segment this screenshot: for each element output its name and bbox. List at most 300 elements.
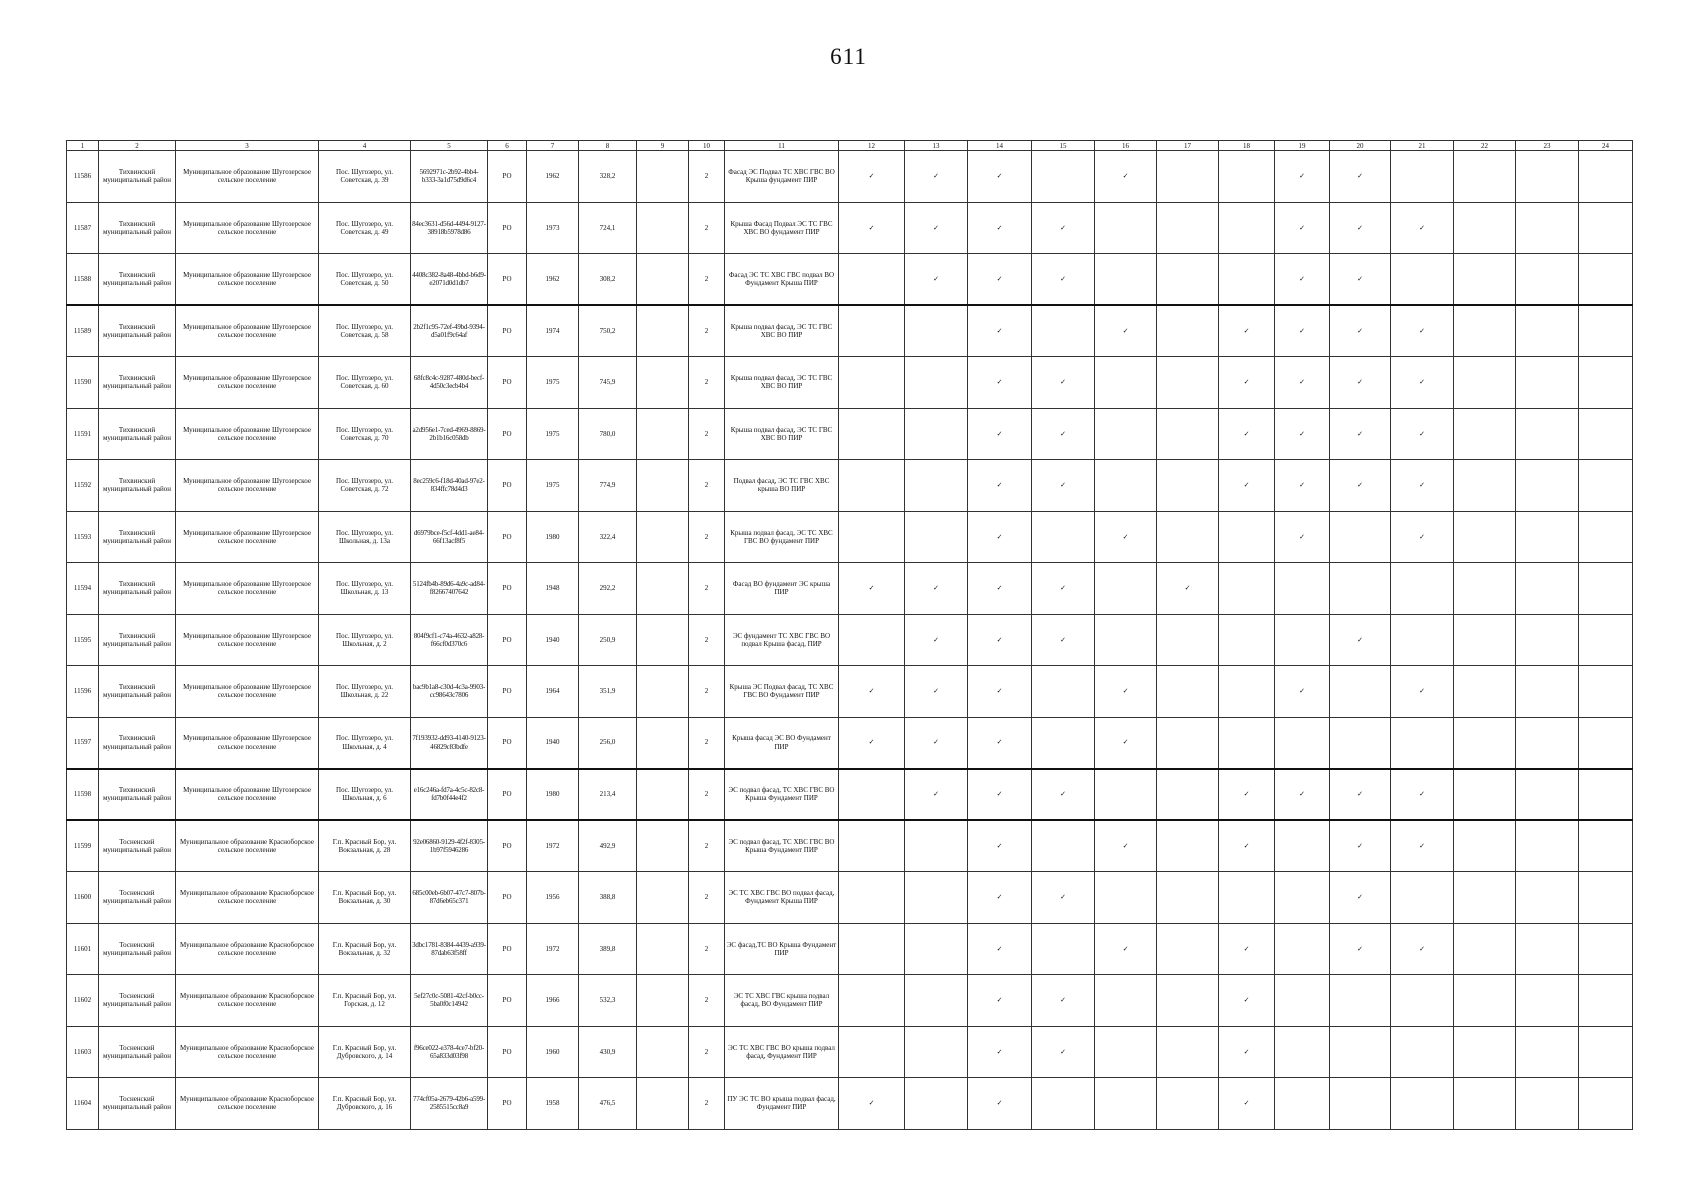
house-code-cell: 685c00eb-6b07-47c7-807b-87d6eb65c371: [411, 872, 488, 924]
year-cell: 1962: [527, 254, 579, 306]
year-cell: 1964: [527, 666, 579, 718]
empty-cell: [905, 1078, 968, 1130]
empty-cell: [1219, 872, 1275, 924]
empty-cell: [1157, 923, 1219, 975]
year-cell: 1948: [527, 563, 579, 615]
address-cell: Пос. Шугозеро, ул. Советская, д. 70: [319, 408, 411, 460]
empty-cell: [1454, 202, 1516, 254]
empty-cell: [1516, 563, 1579, 615]
empty-cell: [1032, 923, 1095, 975]
area-cell: 745,9: [579, 357, 637, 409]
check-mark-icon: ✓: [1095, 511, 1157, 563]
check-mark-icon: ✓: [1330, 460, 1391, 512]
column-9-cell: [637, 923, 689, 975]
row-number: 11603: [67, 1026, 99, 1078]
area-cell: 250,9: [579, 614, 637, 666]
empty-cell: [1516, 614, 1579, 666]
column-9-cell: [637, 305, 689, 357]
year-cell: 1974: [527, 305, 579, 357]
empty-cell: [1275, 563, 1330, 615]
column-header-3: 3: [176, 141, 319, 151]
district-cell: Тосненский муниципальный район: [99, 1078, 176, 1130]
row-number: 11591: [67, 408, 99, 460]
row-number: 11589: [67, 305, 99, 357]
table-row: [67, 511, 1633, 563]
check-mark-icon: ✓: [1219, 305, 1275, 357]
column-header-6: 6: [488, 141, 527, 151]
address-cell: Пос. Шугозеро, ул. Школьная, д. 13: [319, 563, 411, 615]
address-cell: Г.п. Красный Бор, ул. Вокзальная, д. 30: [319, 872, 411, 924]
row-number: 11597: [67, 717, 99, 769]
column-9-cell: [637, 563, 689, 615]
type-cell: РО: [488, 563, 527, 615]
check-mark-icon: ✓: [905, 202, 968, 254]
empty-cell: [1516, 820, 1579, 872]
check-mark-icon: ✓: [1330, 202, 1391, 254]
empty-cell: [905, 923, 968, 975]
area-cell: 532,3: [579, 975, 637, 1027]
column-10-cell: 2: [689, 769, 725, 821]
type-cell: РО: [488, 1026, 527, 1078]
empty-cell: [1275, 820, 1330, 872]
empty-cell: [1095, 460, 1157, 512]
column-10-cell: 2: [689, 305, 725, 357]
column-10-cell: 2: [689, 254, 725, 306]
empty-cell: [1095, 254, 1157, 306]
check-mark-icon: ✓: [1391, 357, 1454, 409]
empty-cell: [1516, 666, 1579, 718]
house-code-cell: 5124fb4b-89d6-4a9c-ad84-f82667407642: [411, 563, 488, 615]
check-mark-icon: ✓: [1219, 820, 1275, 872]
address-cell: Г.п. Красный Бор, ул. Вокзальная, д. 32: [319, 923, 411, 975]
check-mark-icon: ✓: [905, 666, 968, 718]
column-10-cell: 2: [689, 717, 725, 769]
address-cell: Пос. Шугозеро, ул. Школьная, д. 22: [319, 666, 411, 718]
empty-cell: [839, 769, 905, 821]
empty-cell: [1579, 305, 1633, 357]
empty-cell: [1579, 1078, 1633, 1130]
year-cell: 1958: [527, 1078, 579, 1130]
row-number: 11587: [67, 202, 99, 254]
address-cell: Г.п. Красный Бор, ул. Горская, д. 12: [319, 975, 411, 1027]
empty-cell: [1579, 511, 1633, 563]
area-cell: 389,8: [579, 923, 637, 975]
works-list-cell: ЭС фундамент ТС ХВС ГВС ВО подвал Крыша фасад, ПИР: [725, 614, 839, 666]
check-mark-icon: ✓: [839, 717, 905, 769]
empty-cell: [1157, 408, 1219, 460]
header-row: [67, 141, 1633, 151]
works-list-cell: Крыша Фасад Подвал ЭС ТС ГВС ХВС ВО фундамент ПИР: [725, 202, 839, 254]
column-9-cell: [637, 769, 689, 821]
check-mark-icon: ✓: [1330, 357, 1391, 409]
table-row: [67, 614, 1633, 666]
column-header-1: 1: [67, 141, 99, 151]
type-cell: РО: [488, 717, 527, 769]
area-cell: 388,8: [579, 872, 637, 924]
area-cell: 430,9: [579, 1026, 637, 1078]
check-mark-icon: ✓: [1330, 923, 1391, 975]
check-mark-icon: ✓: [968, 666, 1032, 718]
works-list-cell: Фасад ЭС Подвал ТС ХВС ГВС ВО Крыша фундамент ПИР: [725, 151, 839, 203]
year-cell: 1975: [527, 460, 579, 512]
works-list-cell: ПУ ЭС ТС ВО крыша подвал фасад, Фундамент ПИР: [725, 1078, 839, 1130]
empty-cell: [839, 254, 905, 306]
year-cell: 1975: [527, 408, 579, 460]
check-mark-icon: ✓: [905, 614, 968, 666]
column-9-cell: [637, 975, 689, 1027]
column-9-cell: [637, 254, 689, 306]
type-cell: РО: [488, 614, 527, 666]
empty-cell: [839, 305, 905, 357]
type-cell: РО: [488, 460, 527, 512]
type-cell: РО: [488, 820, 527, 872]
check-mark-icon: ✓: [1391, 769, 1454, 821]
column-10-cell: 2: [689, 151, 725, 203]
empty-cell: [1516, 254, 1579, 306]
empty-cell: [1579, 202, 1633, 254]
check-mark-icon: ✓: [1219, 357, 1275, 409]
column-header-12: 12: [839, 141, 905, 151]
municipality-cell: Муниципальное образование Шугозерское сельское поселение: [176, 666, 319, 718]
empty-cell: [1157, 717, 1219, 769]
empty-cell: [1275, 923, 1330, 975]
year-cell: 1973: [527, 202, 579, 254]
column-header-13: 13: [905, 141, 968, 151]
empty-cell: [1516, 305, 1579, 357]
type-cell: РО: [488, 872, 527, 924]
empty-cell: [1095, 357, 1157, 409]
empty-cell: [1095, 872, 1157, 924]
address-cell: Пос. Шугозеро, ул. Советская, д. 49: [319, 202, 411, 254]
type-cell: РО: [488, 923, 527, 975]
type-cell: РО: [488, 254, 527, 306]
column-header-23: 23: [1516, 141, 1579, 151]
empty-cell: [839, 923, 905, 975]
column-9-cell: [637, 872, 689, 924]
house-code-cell: 92e06860-9129-4f2f-8305-1b97f5946286: [411, 820, 488, 872]
municipality-cell: Муниципальное образование Шугозерское сельское поселение: [176, 769, 319, 821]
empty-cell: [1516, 202, 1579, 254]
column-header-21: 21: [1391, 141, 1454, 151]
municipality-cell: Муниципальное образование Шугозерское сельское поселение: [176, 563, 319, 615]
house-code-cell: 5ef27c0c-5081-42cf-b0cc-5ba0f0c14942: [411, 975, 488, 1027]
check-mark-icon: ✓: [1330, 614, 1391, 666]
district-cell: Тихвинский муниципальный район: [99, 511, 176, 563]
empty-cell: [1454, 820, 1516, 872]
empty-cell: [839, 872, 905, 924]
area-cell: 750,2: [579, 305, 637, 357]
district-cell: Тихвинский муниципальный район: [99, 254, 176, 306]
check-mark-icon: ✓: [1391, 408, 1454, 460]
check-mark-icon: ✓: [839, 666, 905, 718]
empty-cell: [839, 614, 905, 666]
municipality-cell: Муниципальное образование Шугозерское сельское поселение: [176, 254, 319, 306]
address-cell: Пос. Шугозеро, ул. Советская, д. 50: [319, 254, 411, 306]
check-mark-icon: ✓: [1391, 305, 1454, 357]
municipality-cell: Муниципальное образование Шугозерское сельское поселение: [176, 202, 319, 254]
column-9-cell: [637, 202, 689, 254]
house-code-cell: 774cf05a-2679-42b6-a599-2585515cc8a9: [411, 1078, 488, 1130]
district-cell: Тосненский муниципальный район: [99, 923, 176, 975]
empty-cell: [1275, 1026, 1330, 1078]
table-row: [67, 408, 1633, 460]
check-mark-icon: ✓: [1032, 254, 1095, 306]
check-mark-icon: ✓: [1095, 666, 1157, 718]
empty-cell: [1516, 717, 1579, 769]
empty-cell: [1095, 769, 1157, 821]
row-number: 11588: [67, 254, 99, 306]
works-list-cell: ЭС фасад,ТС ВО Крыша Фундамент ПИР: [725, 923, 839, 975]
check-mark-icon: ✓: [839, 202, 905, 254]
empty-cell: [839, 820, 905, 872]
works-list-cell: ЭС ТС ХВС ГВС ВО крыша подвал фасад, Фундамент ПИР: [725, 1026, 839, 1078]
check-mark-icon: ✓: [1391, 820, 1454, 872]
check-mark-icon: ✓: [1275, 666, 1330, 718]
empty-cell: [1516, 872, 1579, 924]
empty-cell: [1095, 408, 1157, 460]
empty-cell: [1157, 151, 1219, 203]
row-number: 11586: [67, 151, 99, 203]
empty-cell: [1516, 408, 1579, 460]
house-code-cell: 68fc8c4c-9287-480d-becf-4d50c3ecb4b4: [411, 357, 488, 409]
row-number: 11596: [67, 666, 99, 718]
check-mark-icon: ✓: [839, 1078, 905, 1130]
empty-cell: [1516, 769, 1579, 821]
check-mark-icon: ✓: [1095, 923, 1157, 975]
empty-cell: [1157, 460, 1219, 512]
empty-cell: [1330, 563, 1391, 615]
column-10-cell: 2: [689, 1026, 725, 1078]
column-header-17: 17: [1157, 141, 1219, 151]
empty-cell: [1095, 1026, 1157, 1078]
type-cell: РО: [488, 975, 527, 1027]
row-number: 11593: [67, 511, 99, 563]
empty-cell: [1157, 614, 1219, 666]
column-header-24: 24: [1579, 141, 1633, 151]
empty-cell: [1157, 254, 1219, 306]
table-row: [67, 563, 1633, 615]
empty-cell: [1579, 872, 1633, 924]
check-mark-icon: ✓: [968, 717, 1032, 769]
register-table: [66, 140, 1633, 1130]
municipality-cell: Муниципальное образование Шугозерское сельское поселение: [176, 460, 319, 512]
check-mark-icon: ✓: [1219, 923, 1275, 975]
check-mark-icon: ✓: [968, 563, 1032, 615]
check-mark-icon: ✓: [968, 202, 1032, 254]
empty-cell: [1454, 717, 1516, 769]
check-mark-icon: ✓: [1157, 563, 1219, 615]
empty-cell: [1157, 511, 1219, 563]
address-cell: Пос. Шугозеро, ул. Советская, д. 39: [319, 151, 411, 203]
house-code-cell: 84ec3631-d56d-4494-9127-38918b5978d86: [411, 202, 488, 254]
empty-cell: [1095, 1078, 1157, 1130]
check-mark-icon: ✓: [968, 1026, 1032, 1078]
empty-cell: [1032, 511, 1095, 563]
check-mark-icon: ✓: [1330, 151, 1391, 203]
check-mark-icon: ✓: [1275, 305, 1330, 357]
house-code-cell: 8ec259c6-f18d-40ad-97e2-834ffc78d4d3: [411, 460, 488, 512]
page-number: 611: [830, 44, 867, 69]
empty-cell: [1219, 202, 1275, 254]
empty-cell: [1454, 1078, 1516, 1130]
works-list-cell: Подвал фасад, ЭС ТС ГВС ХВС крыша ВО ПИР: [725, 460, 839, 512]
check-mark-icon: ✓: [1032, 408, 1095, 460]
year-cell: 1940: [527, 614, 579, 666]
empty-cell: [1275, 872, 1330, 924]
area-cell: 328,2: [579, 151, 637, 203]
check-mark-icon: ✓: [839, 151, 905, 203]
house-code-cell: 4408c382-8a48-4bbd-b6d9-e2071d0d1db7: [411, 254, 488, 306]
address-cell: Пос. Шугозеро, ул. Школьная, д. 4: [319, 717, 411, 769]
district-cell: Тосненский муниципальный район: [99, 1026, 176, 1078]
check-mark-icon: ✓: [1032, 614, 1095, 666]
check-mark-icon: ✓: [1275, 151, 1330, 203]
empty-cell: [1391, 254, 1454, 306]
empty-cell: [905, 305, 968, 357]
check-mark-icon: ✓: [1219, 769, 1275, 821]
empty-cell: [1157, 1078, 1219, 1130]
check-mark-icon: ✓: [1275, 202, 1330, 254]
column-9-cell: [637, 614, 689, 666]
empty-cell: [1579, 357, 1633, 409]
empty-cell: [1157, 202, 1219, 254]
empty-cell: [1516, 1078, 1579, 1130]
address-cell: Пос. Шугозеро, ул. Школьная, д. 2: [319, 614, 411, 666]
empty-cell: [1516, 511, 1579, 563]
municipality-cell: Муниципальное образование Шугозерское сельское поселение: [176, 305, 319, 357]
column-10-cell: 2: [689, 202, 725, 254]
empty-cell: [1454, 614, 1516, 666]
row-number: 11602: [67, 975, 99, 1027]
check-mark-icon: ✓: [968, 975, 1032, 1027]
column-9-cell: [637, 357, 689, 409]
empty-cell: [1157, 666, 1219, 718]
empty-cell: [1032, 305, 1095, 357]
empty-cell: [1391, 614, 1454, 666]
district-cell: Тихвинский муниципальный район: [99, 666, 176, 718]
check-mark-icon: ✓: [968, 254, 1032, 306]
empty-cell: [1579, 717, 1633, 769]
district-cell: Тосненский муниципальный район: [99, 820, 176, 872]
empty-cell: [1032, 820, 1095, 872]
column-10-cell: 2: [689, 563, 725, 615]
empty-cell: [1516, 357, 1579, 409]
municipality-cell: Муниципальное образование Шугозерское сельское поселение: [176, 357, 319, 409]
column-9-cell: [637, 151, 689, 203]
check-mark-icon: ✓: [905, 254, 968, 306]
empty-cell: [1219, 614, 1275, 666]
empty-cell: [1275, 717, 1330, 769]
row-number: 11600: [67, 872, 99, 924]
type-cell: РО: [488, 769, 527, 821]
check-mark-icon: ✓: [1095, 305, 1157, 357]
table-row: [67, 254, 1633, 306]
check-mark-icon: ✓: [1330, 408, 1391, 460]
empty-cell: [1219, 666, 1275, 718]
empty-cell: [1579, 151, 1633, 203]
area-cell: 292,2: [579, 563, 637, 615]
empty-cell: [1157, 769, 1219, 821]
district-cell: Тосненский муниципальный район: [99, 975, 176, 1027]
empty-cell: [1454, 872, 1516, 924]
column-10-cell: 2: [689, 666, 725, 718]
empty-cell: [905, 820, 968, 872]
empty-cell: [1157, 357, 1219, 409]
type-cell: РО: [488, 666, 527, 718]
column-10-cell: 2: [689, 511, 725, 563]
check-mark-icon: ✓: [968, 820, 1032, 872]
area-cell: 774,9: [579, 460, 637, 512]
empty-cell: [905, 1026, 968, 1078]
column-9-cell: [637, 1026, 689, 1078]
empty-cell: [839, 975, 905, 1027]
check-mark-icon: ✓: [1095, 820, 1157, 872]
empty-cell: [1454, 460, 1516, 512]
check-mark-icon: ✓: [1330, 769, 1391, 821]
empty-cell: [1219, 254, 1275, 306]
type-cell: РО: [488, 357, 527, 409]
area-cell: 780,0: [579, 408, 637, 460]
area-cell: 351,9: [579, 666, 637, 718]
empty-cell: [1330, 1026, 1391, 1078]
check-mark-icon: ✓: [1275, 357, 1330, 409]
column-header-16: 16: [1095, 141, 1157, 151]
row-number: 11601: [67, 923, 99, 975]
column-10-cell: 2: [689, 923, 725, 975]
district-cell: Тихвинский муниципальный район: [99, 460, 176, 512]
check-mark-icon: ✓: [968, 614, 1032, 666]
municipality-cell: Муниципальное образование Красноборское сельское поселение: [176, 923, 319, 975]
empty-cell: [839, 511, 905, 563]
address-cell: Г.п. Красный Бор, ул. Дубровского, д. 16: [319, 1078, 411, 1130]
column-header-8: 8: [579, 141, 637, 151]
empty-cell: [1454, 357, 1516, 409]
check-mark-icon: ✓: [1219, 1026, 1275, 1078]
district-cell: Тихвинский муниципальный район: [99, 151, 176, 203]
check-mark-icon: ✓: [968, 872, 1032, 924]
empty-cell: [1275, 614, 1330, 666]
type-cell: РО: [488, 511, 527, 563]
empty-cell: [1391, 151, 1454, 203]
column-header-5: 5: [411, 141, 488, 151]
address-cell: Пос. Шугозеро, ул. Советская, д. 72: [319, 460, 411, 512]
empty-cell: [1454, 666, 1516, 718]
empty-cell: [905, 460, 968, 512]
area-cell: 213,4: [579, 769, 637, 821]
empty-cell: [1579, 408, 1633, 460]
column-9-cell: [637, 460, 689, 512]
type-cell: РО: [488, 202, 527, 254]
type-cell: РО: [488, 151, 527, 203]
house-code-cell: a2d956e1-7ced-4969-8869-2b1b16c058db: [411, 408, 488, 460]
row-number: 11599: [67, 820, 99, 872]
table-row: [67, 1026, 1633, 1078]
empty-cell: [1032, 717, 1095, 769]
check-mark-icon: ✓: [1391, 511, 1454, 563]
area-cell: 492,9: [579, 820, 637, 872]
empty-cell: [1032, 666, 1095, 718]
check-mark-icon: ✓: [1219, 1078, 1275, 1130]
empty-cell: [1579, 254, 1633, 306]
table-row: [67, 357, 1633, 409]
house-code-cell: bac9b1a8-c30d-4c3a-9903-cc98643c7806: [411, 666, 488, 718]
district-cell: Тихвинский муниципальный район: [99, 202, 176, 254]
district-cell: Тосненский муниципальный район: [99, 872, 176, 924]
empty-cell: [1330, 717, 1391, 769]
check-mark-icon: ✓: [1095, 151, 1157, 203]
municipality-cell: Муниципальное образование Красноборское сельское поселение: [176, 872, 319, 924]
table-row: [67, 975, 1633, 1027]
